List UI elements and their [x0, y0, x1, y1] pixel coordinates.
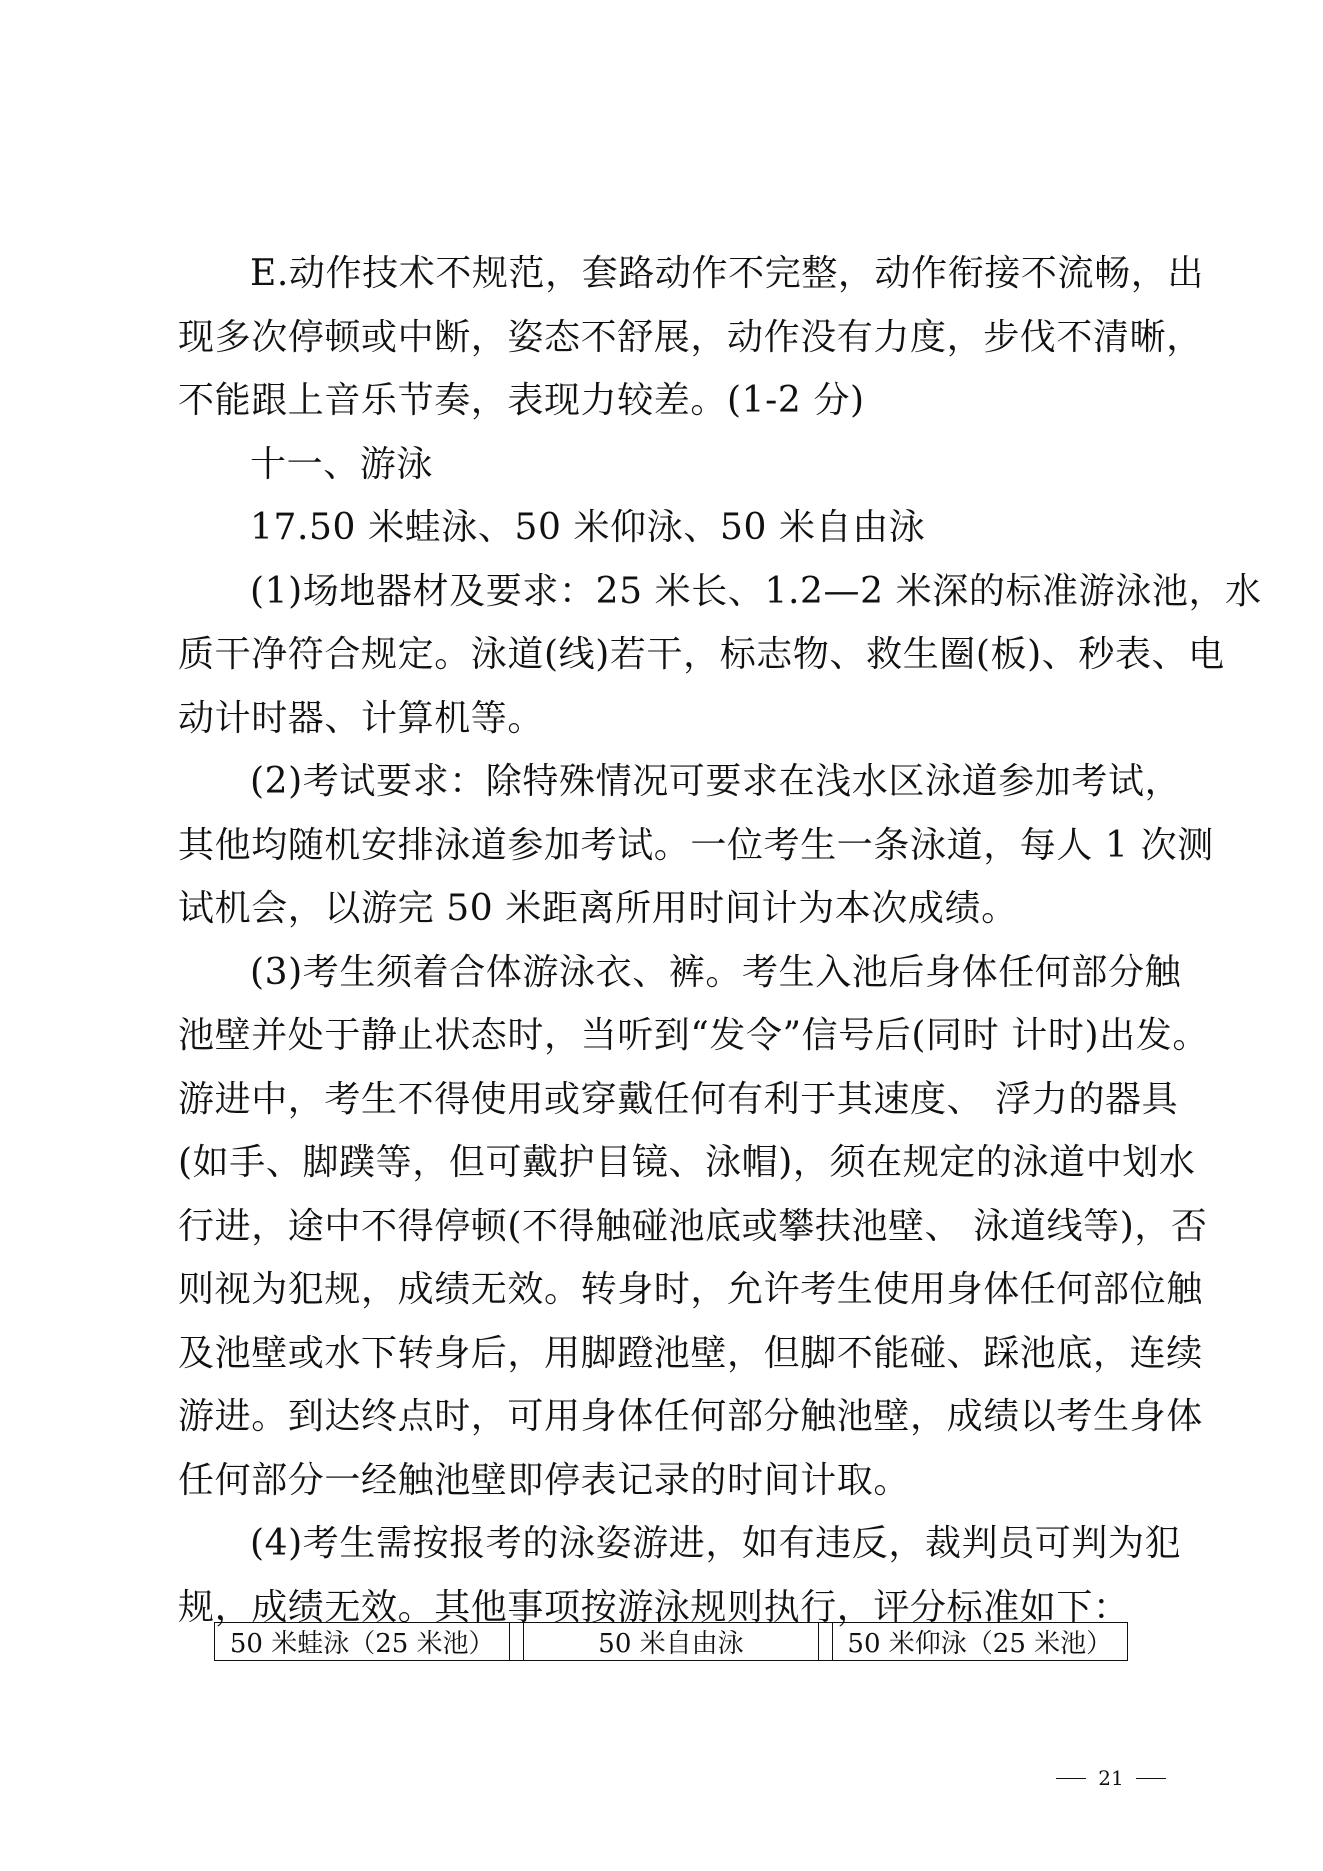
text-line: 动计时器、计算机等。 [178, 697, 545, 739]
text-line: 规，成绩无效。其他事项按游泳规则执行，评分标准如下： [178, 1586, 1130, 1628]
table-header-breaststroke: 50 米蛙泳（25 米池） [215, 1623, 510, 1661]
text-line: 十一、游泳 [250, 443, 434, 485]
text-line: 质干净符合规定。泳道(线)若干，标志物、救生圈(板)、秒表、电 [178, 634, 1225, 675]
text-line: 则视为犯规，成绩无效。转身时，允许考生使用身体任何部位触 [178, 1269, 1203, 1310]
text-line: 试机会，以游完 50 米距离所用时间计为本次成绩。 [178, 888, 1018, 929]
table-spacer [510, 1623, 523, 1661]
text-line: (4)考生需按报考的泳姿游进，如有违反，裁判员可判为犯 [250, 1523, 1182, 1564]
text-line: 游进。到达终点时，可用身体任何部分触池壁，成绩以考生身体 [178, 1396, 1203, 1437]
scoring-table [214, 1622, 1128, 1661]
text-line: (1)场地器材及要求：25 米长、1.2—2 米深的标准游泳池，水 [250, 570, 1262, 612]
text-line: (3)考生须着合体游泳衣、裤。考生入池后身体任何部分触 [250, 951, 1182, 993]
text-line: 及池壁或水下转身后，用脚蹬池壁，但脚不能碰、踩池底，连续 [178, 1332, 1203, 1374]
text-line: 行进，途中不得停顿(不得触碰池底或攀扶池壁、 泳道线等)，否 [178, 1205, 1208, 1247]
text-line: 现多次停顿或中断，姿态不舒展，动作没有力度，步伐不清晰， [178, 316, 1203, 358]
table-spacer [819, 1623, 832, 1661]
text-line: E.动作技术不规范，套路动作不完整，动作衔接不流畅，出 [250, 253, 1204, 294]
table-header-backstroke: 50 米仰泳（25 米池） [832, 1623, 1127, 1661]
page-number: 21 [1098, 1766, 1124, 1790]
text-line: 17.50 米蛙泳、50 米仰泳、50 米自由泳 [250, 507, 926, 548]
footer-dash-left [1056, 1778, 1086, 1779]
footer-dash-right [1136, 1778, 1166, 1779]
text-line: 其他均随机安排泳道参加考试。一位考生一条泳道，每人 1 次测 [178, 824, 1214, 866]
text-line: (2)考试要求：除特殊情况可要求在浅水区泳道参加考试， [250, 761, 1182, 802]
text-line: 池壁并处于静止状态时，当听到“发令”信号后(同时 计时)出发。 [178, 1015, 1209, 1056]
table-header-row [215, 1623, 1128, 1661]
text-line: 游进中，考生不得使用或穿戴任何有利于其速度、 浮力的器具 [178, 1078, 1179, 1120]
body-text [178, 242, 1262, 1639]
table-header-freestyle: 50 米自由泳 [523, 1623, 818, 1661]
text-line: (如手、脚蹼等，但可戴护目镜、泳帽)，须在规定的泳道中划水 [178, 1142, 1196, 1183]
page-footer [1046, 1766, 1176, 1790]
text-line: 任何部分一经触池壁即停表记录的时间计取。 [178, 1459, 911, 1501]
text-line: 不能跟上音乐节奏，表现力较差。(1-2 分) [178, 380, 865, 421]
